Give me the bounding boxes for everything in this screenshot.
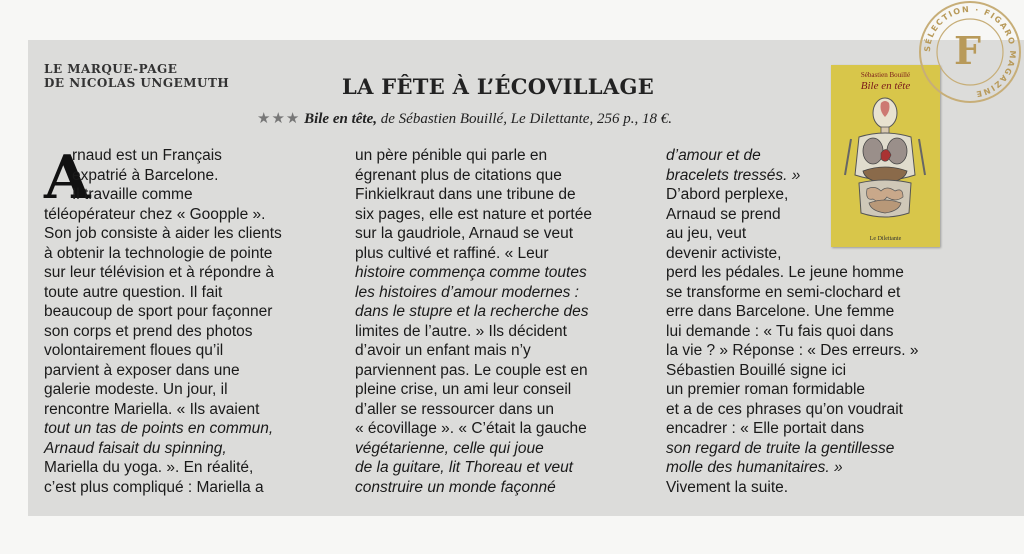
book-reference <box>257 109 672 128</box>
article-headline: LA FÊTE À L’ÉCOVILLAGE <box>342 74 655 99</box>
text-line: rnaud est un Français <box>72 147 222 164</box>
text-line: tout un tas de points en commun, <box>44 420 274 437</box>
text-line: encadrer : « Elle portait dans <box>666 420 865 437</box>
cover-author: Sébastien Bouillé <box>860 71 911 79</box>
drop-cap: A <box>44 143 91 213</box>
text-line: histoire commença comme toutes <box>355 264 587 281</box>
text-line: dans le stupre et la recherche des <box>355 303 589 320</box>
text-line: son corps et prend des photos <box>44 322 253 340</box>
text-line: Sébastien Bouillé signe ici <box>666 361 847 379</box>
text-line: Arnaud se prend <box>666 205 781 223</box>
text-line: toute autre question. Il fait <box>44 283 223 301</box>
text-line: d’aller se ressourcer dans un <box>355 400 555 418</box>
text-line: son regard de truite la gentillesse <box>666 439 895 457</box>
text-line: pleine crise, un ami leur conseil <box>355 381 572 398</box>
text-line: au jeu, veut <box>666 225 747 242</box>
text-line: galerie modeste. Un jour, il <box>44 381 228 398</box>
text-line: Vivement la suite. <box>666 478 789 496</box>
text-line: limites de l’autre. » Ils décident <box>355 322 567 340</box>
text-line: devenir activiste, <box>666 244 782 262</box>
text-line: bracelets tressés. » <box>666 166 801 184</box>
text-line: d’avoir un enfant mais n’y <box>355 342 531 359</box>
text-line: végétarienne, celle qui joue <box>355 439 544 457</box>
text-line: téléopérateur chez « Goopple ». <box>44 205 266 223</box>
anatomy-illustration <box>841 95 930 225</box>
text-line: la vie ? » Réponse : « Des erreurs. » <box>666 342 919 359</box>
text-line: rencontre Mariella. « Ils avaient <box>44 400 260 418</box>
text-line: et a de ces phrases qu’on voudrait <box>666 400 903 418</box>
text-line: volontairement floues qu’il <box>44 342 224 359</box>
text-line: Arnaud faisait du spinning, <box>44 439 227 457</box>
text-line: les histoires d’amour modernes : <box>355 283 579 301</box>
text-line: lui demande : « Tu fais quoi dans <box>666 322 894 340</box>
text-line: sur leur télévision et à répondre à <box>44 264 275 281</box>
text-line: Il travaille comme <box>72 186 193 203</box>
text-line: à obtenir la technologie de pointe <box>44 244 273 262</box>
text-column-1 <box>44 143 282 497</box>
cover-publisher: Le Dilettante <box>869 236 902 242</box>
text-line: molle des humanitaires. » <box>666 459 843 476</box>
text-line: « écovillage ». « C’était la gauche <box>355 420 587 437</box>
book-details: de Sébastien Bouillé, Le Dilettante, 256 p., 18 €. <box>380 111 672 127</box>
text-line: Mariella du yoga. ». En réalité, <box>44 459 254 476</box>
book-title: Bile en tête, <box>304 111 377 127</box>
text-line: plus cultivé et raffiné. « Leur <box>355 244 549 262</box>
text-line: erre dans Barcelone. Une femme <box>666 303 895 320</box>
text-line: un père pénible qui parle en <box>355 147 548 164</box>
text-line: c’est plus compliqué : Mariella a <box>44 478 264 496</box>
text-line: Finkielkraut dans une tribune de <box>355 186 576 203</box>
text-line: d’amour et de <box>666 147 761 164</box>
text-line: D’abord perplexe, <box>666 186 789 203</box>
kicker-line-2: DE NICOLAS UNGEMUTH <box>44 76 230 90</box>
seal-text: SÉLECTION · FIGARO MAGAZINE <box>922 4 1018 99</box>
text-line: parvient à exposer dans une <box>44 361 240 379</box>
text-line: parviennent pas. Le couple est en <box>355 361 588 379</box>
text-line: six pages, elle est nature et portée <box>355 205 592 223</box>
text-line: construire un monde façonné <box>355 478 556 496</box>
text-line: beaucoup de sport pour façonner <box>44 303 273 320</box>
kicker-line-1: LE MARQUE-PAGE <box>44 62 178 76</box>
text-line: Son job consiste à aider les clients <box>44 225 282 242</box>
column-kicker <box>44 62 229 90</box>
text-line: égrenant plus de citations que <box>355 166 562 184</box>
text-line: se transforme en semi-clochard et <box>666 283 901 301</box>
text-line: un premier roman formidable <box>666 381 866 398</box>
text-column-2 <box>355 146 592 497</box>
text-line: de la guitare, lit Thoreau et veut <box>355 459 573 476</box>
cover-title: Bile en tête <box>860 80 911 92</box>
text-line: expatrié à Barcelone. <box>72 166 219 184</box>
text-line: sur la gaudriole, Arnaud se veut <box>355 225 573 242</box>
rating-stars: ★★★ <box>257 111 301 127</box>
text-line: perd les pédales. Le jeune homme <box>666 264 904 281</box>
seal-letter: F <box>954 28 981 73</box>
